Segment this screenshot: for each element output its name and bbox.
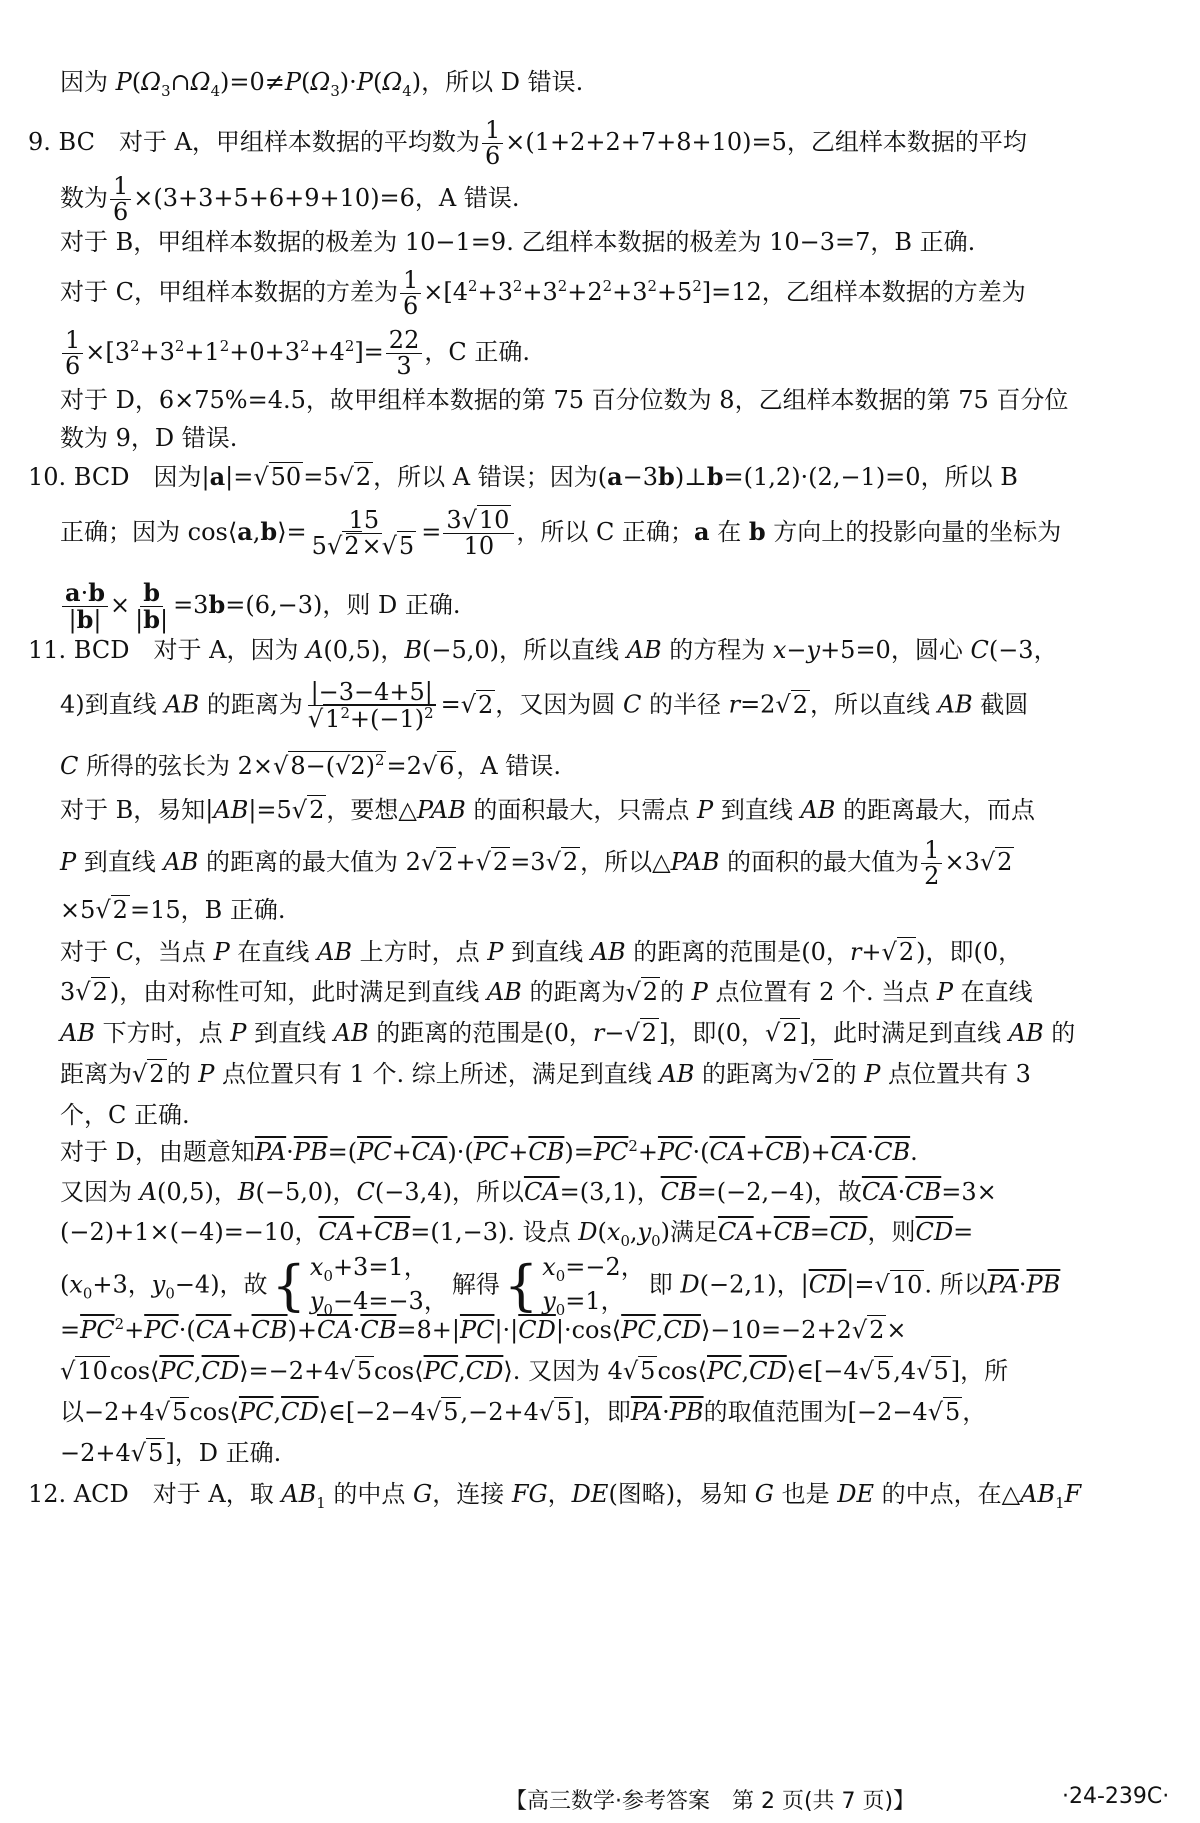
line-q9d: 对于 C，甲组样本数据的方差为 $\frac{1}{6}$ $\times[4^2+3^2+3^2+2^2+3^2+5^2]=12$，乙组样本数据的方差为 [60,266,1026,321]
line-q11k: 个，C 正确. [60,1101,190,1129]
line-q11e: P 到直线 AB 的距离的最大值为 2√2+√2=3√2，所以△PAB 的面积的最大值为 $\frac{1}{2}$ ×3√2 [60,836,1013,891]
line-q9c: 对于 B，甲组样本数据的极差为 10−1=9. 乙组样本数据的极差为 10−3=7，B 正确. [60,228,976,256]
line-q11h: 3√2)，由对称性可知，此时满足到直线 AB 的距离为√2的 P 点位置有 2 个. 当点 P 在直线 [60,978,1033,1006]
line-q11i: AB 下方时，点 P 到直线 AB 的距离的范围是(0，r−√2]，即(0，√2]，此时满足到直线 AB 的 [60,1019,1076,1047]
line-q9b: 数为 $\frac{1}{6}$ ×(3+3+5+6+9+10)=6，A 错误. [60,172,520,227]
line-q10b: 正确；因为 cos⟨a,b⟩= $\frac{15}{5√2\times√5}$ = $\frac{3√10}{10}$ ，所以 C 正确；a 在 b 方向上的投影向量的坐标为 [60,506,1062,561]
line-q11m: 又因为 A(0,5)，B(−5,0)，C(−3,4)，所以$\overline{CA}=(3,1)$，$\overline{CB}=(-2,-4)$，故$\overline{CA}\cdot\overline{CB}=3\times$ [60,1178,997,1206]
line-q11c: C 所得的弦长为 $2\times√8-(√2)^2=2√6$，A 错误. [60,751,561,780]
footer-code: ·24-239C· [1062,1784,1170,1809]
line-q11j: 距离为√2的 P 点位置只有 1 个. 综上所述，满足到直线 AB 的距离为√2的 P 点位置共有 3 [60,1060,1031,1088]
line-q10a: 10. BCD 因为|a|=√50=5√2，所以 A 错误；因为(a−3b)⊥b=(1,2)·(2,−1)=0，所以 B [28,462,1018,491]
footer-page-info: 【高三数学·参考答案 第 2 页(共 7 页)】 [505,1789,916,1814]
line-q11o: ($x_0+3$，$y_0-4$)，故 { $x_0+3=1$， $y_0-4=-3$， 解得 { $x_0=-2$， $y_0=1$， 即 D(−2,1)，$|\overline{CD}|=√10$. 所以$\overline{PA}\cdot\overline{PB}$ [60,1253,1061,1319]
line-q11n: (−2)+1×(−4)=−10，$\overline{CA}+\overline{CB}=(1,-3)$. 设点 $D(x_0,y_0)$满足$\overline{CA}+\overline{CB}=\overline{CD}$，则$\overline{CD}=$ [60,1218,974,1250]
line-q11l: 对于 D，由题意知$\overline{PA}\cdot\overline{PB}=(\overline{PC}+\overline{CA})\cdot(\overline{PC}+\overline{CB})=\overline{PC}^2+\overline{PC}\cdot(\overline{CA}+\overline{CB})+\overline{CA}\cdot\overline{CB}$. [60,1137,918,1166]
line-q11f: ×5√2=15，B 正确. [60,896,286,924]
line-q11g: 对于 C，当点 P 在直线 AB 上方时，点 P 到直线 AB 的距离的范围是(0，r+√2)，即(0， [60,938,1023,966]
line-q11a: 11. BCD 对于 A，因为 A(0,5)，B(−5,0)，所以直线 AB 的方程为 x−y+5=0，圆心 C(−3， [28,636,1058,664]
line-q9g: 数为 9，D 错误. [60,424,238,452]
line-q11r: 以$-2+4√5\cos⟨\overline{PC},\overline{CD}⟩\in[-2-4√5,-2+4√5]$，即$\overline{PA}\cdot\overline{PB}$的取值范围为[−2−4√5， [60,1398,987,1426]
line-q10c: $\frac{a\cdot b}{|b|}$ × $\frac{b}{|b|}$ =3b=(6,−3)，则 D 正确. [60,580,1170,633]
line-q11q: $√10\cos⟨\overline{PC},\overline{CD}⟩=-2+4√5\cos⟨\overline{PC},\overline{CD}⟩$. 又因为 $4√5\cos⟨\overline{PC},\overline{CD}⟩\in[-4√5,4√5]$，所 [60,1357,1009,1385]
line-q12a: 12. ACD 对于 A，取 $AB_1$ 的中点 G，连接 FG，DE(图略)，易知 G 也是 DE 的中点，在$\triangle AB_1F$ [28,1480,1082,1512]
line-q11p: $=\overline{PC}^2+\overline{PC}\cdot(\overline{CA}+\overline{CB})+\overline{CA}\cdot\overline{CB}=8+|\overline{PC}|\cdot|\overline{CD}|\cdot\cos⟨\overline{PC},\overline{CD}⟩-10=-2+2√2\times$ [60,1315,907,1344]
line-l1: 因为 $P(\Omega_3\cap\Omega_4)=0\ne P(\Omega_3)\cdot P(\Omega_4)$，所以 D 错误. [60,68,584,100]
line-q9f: 对于 D，6×75%=4.5，故甲组样本数据的第 75 百分位数为 8，乙组样本数据的第 75 百分位 [60,386,1069,414]
line-q9e: $\frac{1}{6}$ $\times[3^2+3^2+1^2+0+3^2+4^2]=$ $\frac{22}{3}$ ，C 正确. [60,328,1170,379]
line-q9a: 9. BC 对于 A，甲组样本数据的平均数为 $\frac{1}{6}$ ×(1+2+2+7+8+10)=5，乙组样本数据的平均 [28,116,1027,171]
line-q11b: 4)到直线 AB 的距离为 $\frac{|-3-4+5|}{√1^2+(-1)^2}$ =√2，又因为圆 C 的半径 r=2√2，所以直线 AB 截圆 [60,678,1029,734]
line-q11s: −2+4√5]，D 正确. [60,1439,282,1467]
line-q11d: 对于 B，易知|AB|=5√2，要想△PAB 的面积最大，只需点 P 到直线 AB 的距离最大，而点 [60,796,1036,824]
